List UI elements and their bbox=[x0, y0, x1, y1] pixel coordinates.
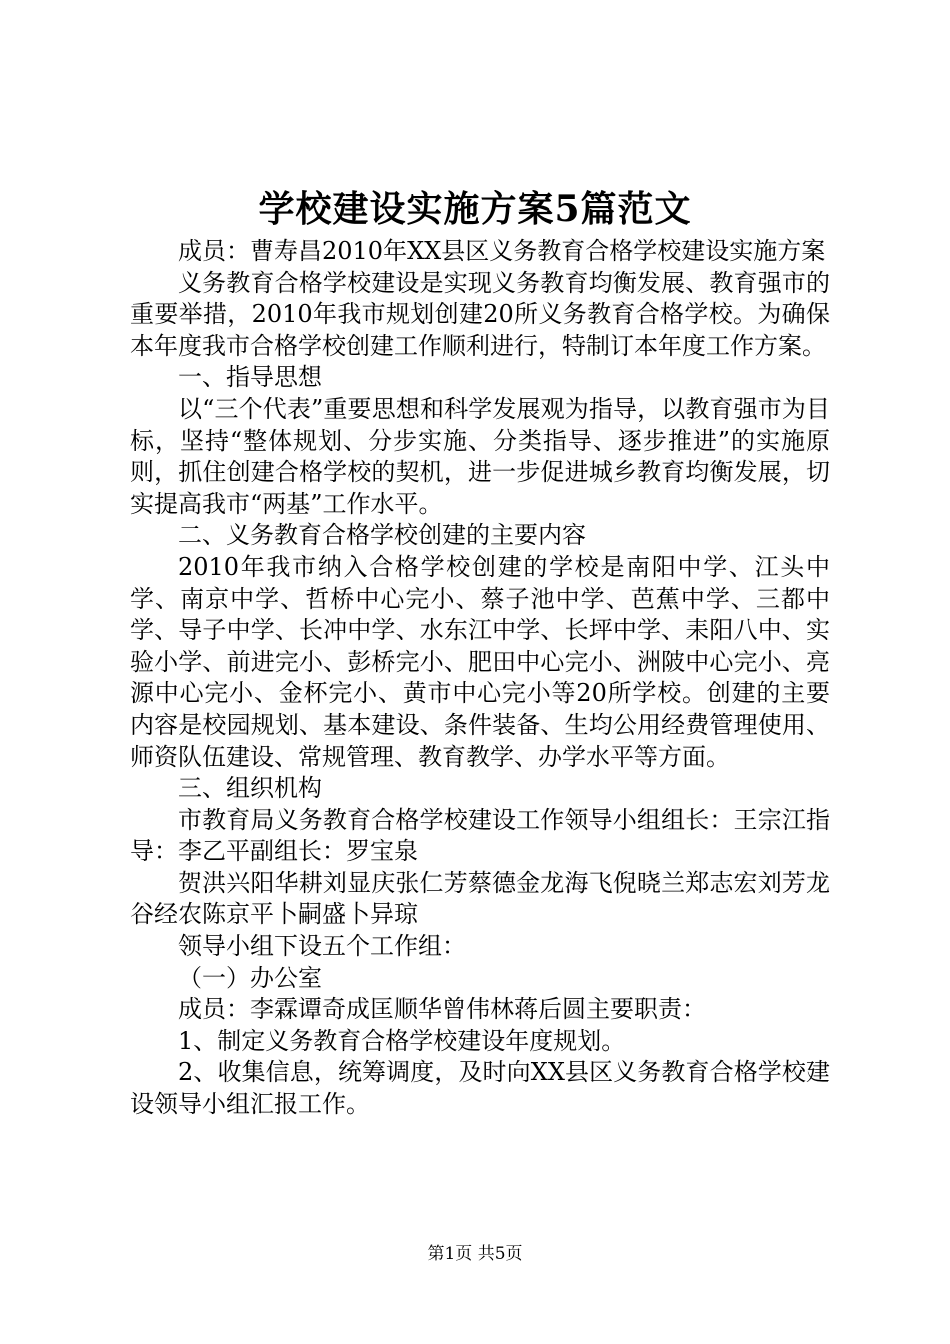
page-number-footer: 第1页 共5页 bbox=[427, 1244, 523, 1264]
document-body bbox=[130, 236, 830, 1121]
paragraph: 2010年我市纳入合格学校创建的学校是南阳中学、江头中学、南京中学、哲桥中心完小、蔡子池中学、芭蕉中学、三都中学、导子中学、长冲中学、水东江中学、长坪中学、耒阳八中、实验小学、前进完小、彭桥完小、肥田中心完小、洲陂中心完小、亮源中心完小、金杯完小、黄市中心完小等20所学校。创建的主要内容是校园规划、基本建设、条件装备、生均公用经费管理使用、师资队伍建设、常规管理、教育教学、办学水平等方面。 bbox=[130, 552, 830, 771]
section-heading: 一、指导思想 bbox=[178, 363, 322, 392]
section-heading: 二、义务教育合格学校创建的主要内容 bbox=[178, 521, 586, 550]
paragraph: 以“三个代表”重要思想和科学发展观为指导，以教育强市为目标，坚持“整体规划、分步实施、分类指导、逐步推进”的实施原则，抓住创建合格学校的契机，进一步促进城乡教育均衡发展，切实提高我市“两基”工作水平。 bbox=[130, 394, 830, 518]
document-title: 学校建设实施方案5篇范文 bbox=[258, 188, 692, 230]
paragraph: 市教育局义务教育合格学校建设工作领导小组组长：王宗江指导：李乙平副组长：罗宝泉 bbox=[130, 805, 830, 866]
paragraph: 领导小组下设五个工作组： bbox=[178, 932, 466, 961]
paragraph: 成员：李霖谭奇成匡顺华曾伟林蒋后圆主要职责： bbox=[178, 995, 706, 1024]
paragraph: 成员：曹寿昌2010年XX县区义务教育合格学校建设实施方案 bbox=[178, 237, 826, 265]
paragraph: 义务教育合格学校建设是实现义务教育均衡发展、教育强市的重要举措，2010年我市规划创建20所义务教育合格学校。为确保本年度我市合格学校创建工作顺利进行，特制订本年度工作方案。 bbox=[130, 268, 830, 360]
subsection-heading: （一）办公室 bbox=[178, 963, 322, 992]
list-item: 1、制定义务教育合格学校建设年度规划。 bbox=[178, 1026, 626, 1055]
list-item: 2、收集信息，统筹调度，及时向XX县区义务教育合格学校建设领导小组汇报工作。 bbox=[130, 1058, 830, 1119]
section-heading: 三、组织机构 bbox=[178, 774, 322, 803]
paragraph: 贺洪兴阳华耕刘显庆张仁芳蔡德金龙海飞倪晓兰郑志宏刘芳龙谷经农陈京平卜嗣盛卜异琼 bbox=[130, 868, 830, 929]
